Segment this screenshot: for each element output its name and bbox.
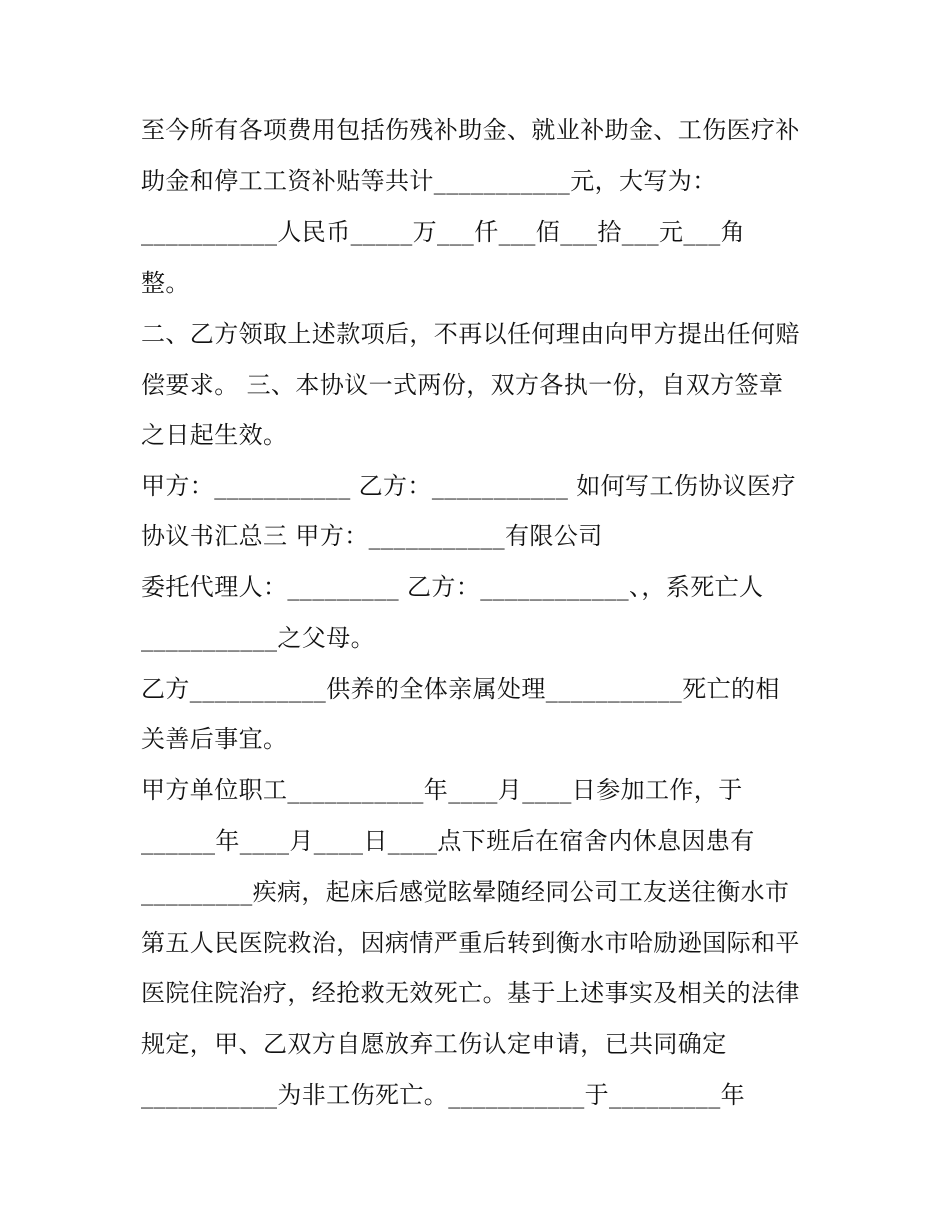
text-line: 规定，甲、乙双方自愿放弃工伤认定申请，已共同确定 — [141, 1030, 727, 1058]
text-line: 至今所有各项费用包括伤残补助金、就业补助金、工伤医疗补 — [141, 116, 800, 144]
text-line: 关善后事宜。 — [141, 725, 288, 753]
text-line: 甲方：___________ 乙方：___________ 如何写工伤协议医疗 — [141, 472, 796, 500]
text-line: 二、乙方领取上述款项后，不再以任何理由向甲方提出任何赔 — [141, 320, 800, 348]
text-line: ___________人民币_____万___仟___佰___拾___元___角 — [141, 218, 745, 246]
text-line: 整。 — [141, 269, 190, 297]
text-line: ______年____月____日____点下班后在宿舍内休息因患有 — [141, 827, 755, 855]
text-line: 委托代理人：_________ 乙方：____________、，系死亡人 — [141, 573, 764, 601]
text-line: 第五人民医院救治，因病情严重后转到衡水市哈励逊国际和平 — [141, 929, 800, 957]
text-line: _________疾病，起床后感觉眩晕随经同公司工友送往衡水市 — [141, 878, 790, 906]
text-line: 甲方单位职工___________年____月____日参加工作，于 — [141, 776, 743, 804]
text-line: 助金和停工工资补贴等共计___________元，大写为： — [141, 167, 717, 195]
text-line: 医院住院治疗，经抢救无效死亡。基于上述事实及相关的法律 — [141, 979, 800, 1007]
text-line: 偿要求。 三、本协议一式两份，双方各执一份，自双方签章 — [141, 371, 784, 399]
text-line: 协议书汇总三 甲方：___________有限公司 — [141, 522, 603, 550]
text-line: 乙方___________供养的全体亲属处理___________死亡的相 — [141, 675, 780, 703]
text-line: ___________为非工伤死亡。___________于_________年 — [141, 1081, 745, 1109]
text-line: ___________之父母。 — [141, 624, 375, 652]
text-line: 之日起生效。 — [141, 421, 288, 449]
